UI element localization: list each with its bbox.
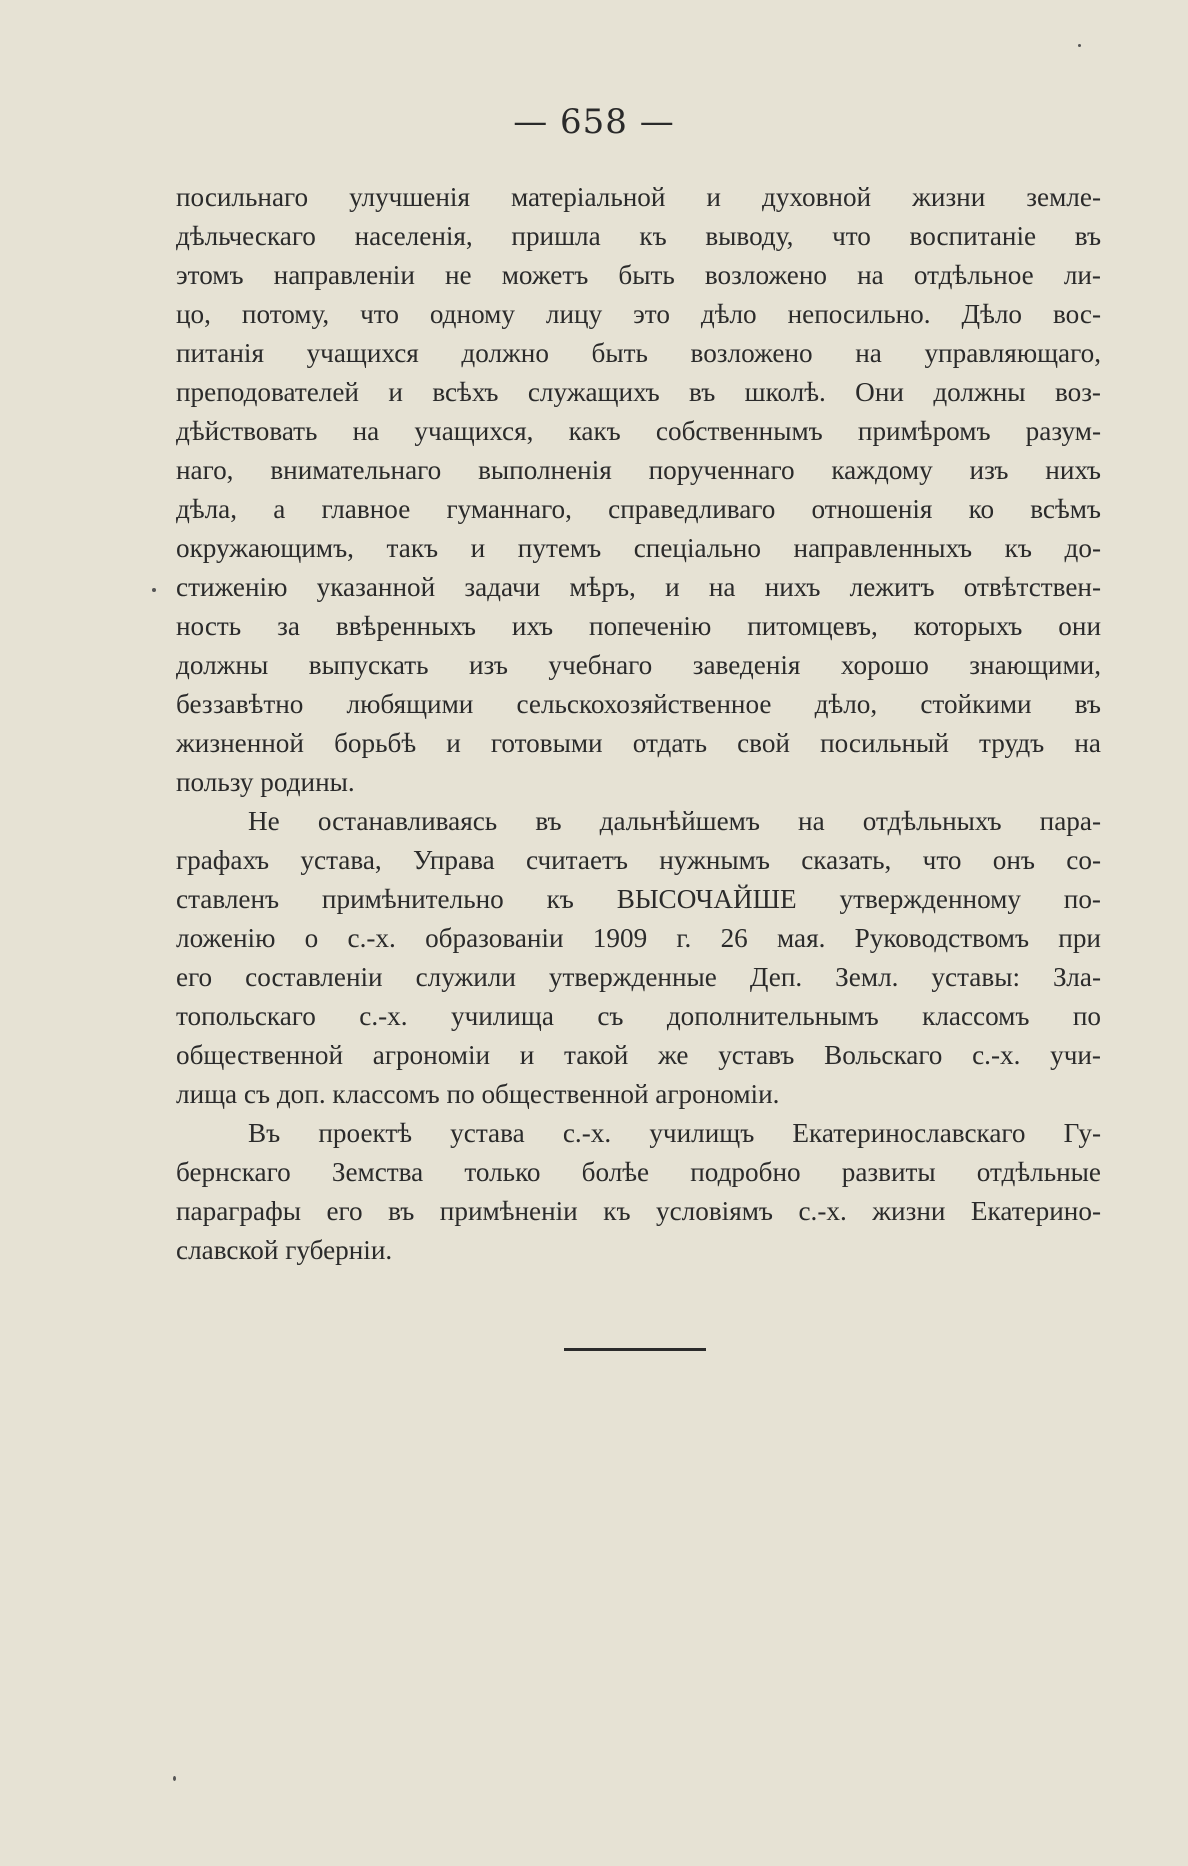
text-line: стиженію указанной задачи мѣръ, и на нихъ лежитъ отвѣтствен- (176, 572, 1101, 602)
text-line: этомъ направленіи не можетъ быть возложено на отдѣльное ли- (176, 260, 1101, 290)
text-line: ставленъ примѣнительно къ ВЫСОЧАЙШЕ утвержденному по- (176, 884, 1101, 914)
text-line: лища съ доп. классомъ по общественной агрономіи. (176, 1079, 780, 1109)
text-line: Не останавливаясь въ дальнѣйшемъ на отдѣльныхъ пара- (248, 806, 1101, 836)
text-line: дѣла, а главное гуманнаго, справедливаго отношенія ко всѣмъ (176, 494, 1101, 524)
section-divider-rule (564, 1348, 706, 1351)
text-line: беззавѣтно любящими сельскохозяйственное дѣло, стойкими въ (176, 689, 1101, 719)
text-line: его составленіи служили утвержденные Деп. Земл. уставы: Зла- (176, 962, 1101, 992)
body-text (176, 178, 1101, 1270)
text-line: общественной агрономіи и такой же уставъ Вольскаго с.-х. учи- (176, 1040, 1101, 1070)
text-line: параграфы его въ примѣненіи къ условіямъ с.-х. жизни Екатерино- (176, 1196, 1101, 1226)
page-number: — 658 — (513, 102, 675, 142)
text-line: цо, потому, что одному лицу это дѣло непосильно. Дѣло вос- (176, 299, 1101, 329)
text-line: питанія учащихся должно быть возложено на управляющаго, (176, 338, 1101, 368)
text-line: должны выпускать изъ учебнаго заведенія хорошо знающими, (176, 650, 1101, 680)
paper-speck (173, 1776, 176, 1781)
text-line: топольскаго с.-х. училища съ дополнительнымъ классомъ по (176, 1001, 1101, 1031)
paper-speck (152, 588, 156, 592)
text-line: графахъ устава, Управа считаетъ нужнымъ сказать, что онъ со- (176, 845, 1101, 875)
text-line: окружающимъ, такъ и путемъ спеціально направленныхъ къ до- (176, 533, 1101, 563)
text-line: ность за ввѣренныхъ ихъ попеченію питомцевъ, которыхъ они (176, 611, 1101, 641)
text-line: жизненной борьбѣ и готовыми отдать свой посильный трудъ на (176, 728, 1101, 758)
text-line: дѣйствовать на учащихся, какъ собственнымъ примѣромъ разум- (176, 416, 1101, 446)
text-line: посильнаго улучшенія матеріальной и духовной жизни земле- (176, 182, 1101, 212)
paper-speck (1078, 44, 1081, 47)
text-line: Въ проектѣ устава с.-х. училищъ Екатеринославскаго Гу- (248, 1118, 1101, 1148)
text-line: преподователей и всѣхъ служащихъ въ школѣ. Они должны воз- (176, 377, 1101, 407)
text-line: наго, внимательнаго выполненія порученнаго каждому изъ нихъ (176, 455, 1101, 485)
text-line: ложенію о с.-х. образованіи 1909 г. 26 мая. Руководствомъ при (176, 923, 1101, 953)
text-line: славской губерніи. (176, 1235, 393, 1265)
text-line: бернскаго Земства только болѣе подробно развиты отдѣльные (176, 1157, 1101, 1187)
text-line: пользу родины. (176, 767, 355, 797)
text-line: дѣльческаго населенія, пришла къ выводу, что воспитаніе въ (176, 221, 1101, 251)
